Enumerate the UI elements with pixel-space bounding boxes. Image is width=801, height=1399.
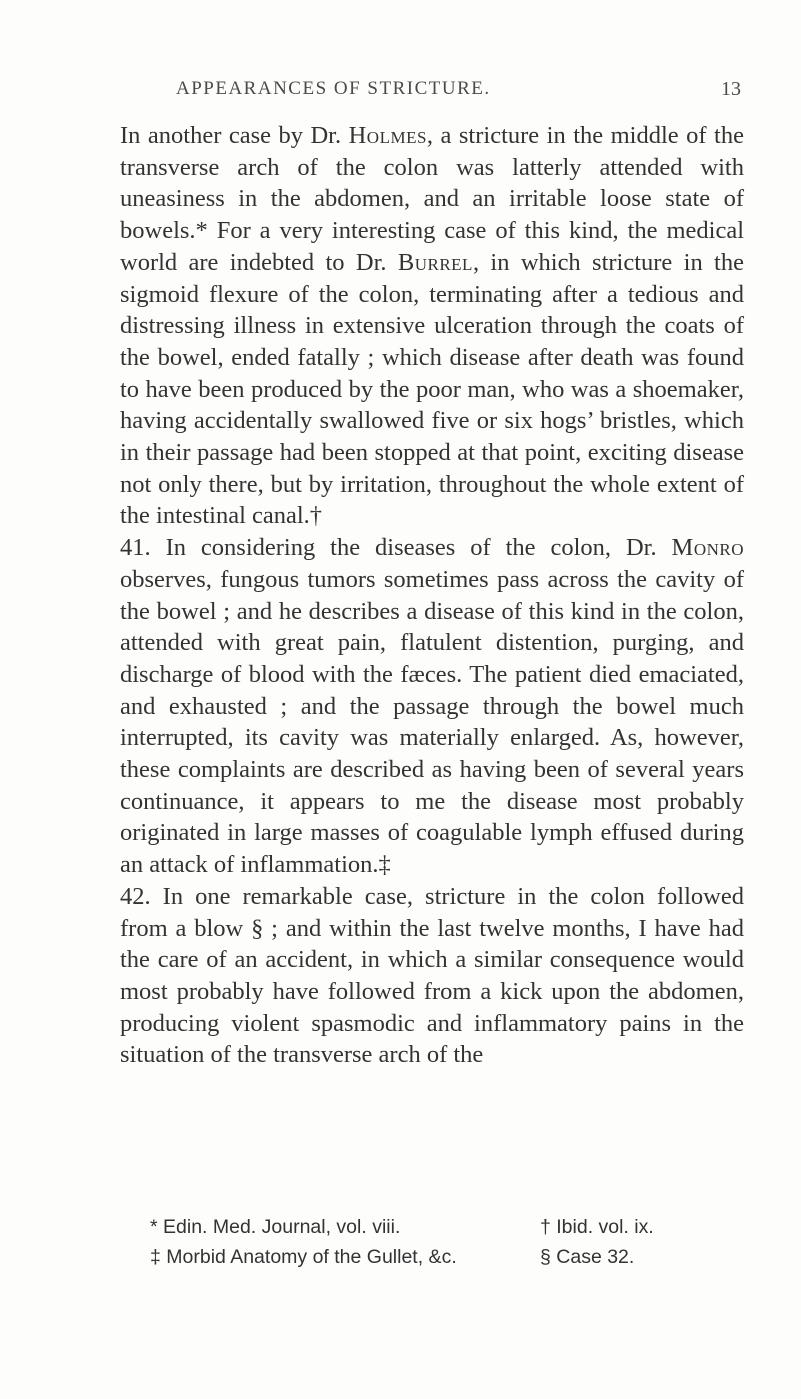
- paragraph-1-part-a: In another case by Dr.: [120, 122, 349, 149]
- page-number: 13: [721, 78, 741, 100]
- footnote-dagger: † Ibid. vol. ix.: [540, 1216, 654, 1238]
- paragraph-41: [120, 532, 744, 881]
- paragraph-1: [120, 120, 744, 532]
- footnotes: [150, 1212, 750, 1272]
- author-name-holmes: Holmes: [348, 122, 427, 149]
- paragraph-1-part-c: , in which stricture in the sigmoid flexure of the colon, terminating after a tedious and distressing illness in extensive ulceration through the coats of the bowel, ended fatally ; which disease after death was found to have been produced by the poor man, who was a shoemaker, having accidentally swallowed five or six hogs’ bristles, which in their passage had been stopped at that point, exciting disease not only there, but by irritation, throughout the whole extent of the intestinal canal.†: [120, 248, 744, 530]
- footnote-row-2: [150, 1242, 750, 1272]
- paragraph-41-part-b: observes, fungous tumors sometimes pass across the cavity of the bowel ; and he describes a disease of this kind in the colon, attended with great pain, flatulent distention, purging, and discharge of blood with the fæces. The patient died emaciated, and exhausted ; and the passage through the bowel much interrupted, its cavity was materially enlarged. As, however, these complaints are described as having been of several years continuance, it appears to me the disease most probably originated in large masses of coagulable lymph effused during an attack of inflammation.‡: [120, 565, 744, 879]
- footnote-section: § Case 32.: [540, 1246, 635, 1268]
- footnote-star: * Edin. Med. Journal, vol. viii.: [150, 1216, 401, 1238]
- running-title: APPEARANCES OF STRICTURE.: [176, 78, 491, 99]
- paragraph-42: [120, 881, 744, 1071]
- paragraph-42-text: 42. In one remarkable case, stricture in the colon followed from a blow § ; and within the last twelve months, I have had the care of an accident, in which a similar consequence would most probably have followed from a kick upon the abdomen, producing violent spasmodic and inflammatory pains in the situation of the transverse arch of the: [120, 882, 744, 1069]
- body-text: [120, 120, 744, 1071]
- author-name-monro: Monro: [671, 534, 744, 562]
- footnote-row-1: [150, 1212, 750, 1242]
- paragraph-1-part-b: , a stricture in the middle of the transverse arch of the colon was latterly attended with uneasiness in the abdomen, and an irritable loose state of bowels.* For a very interesting case of this kind, the medical world are indebted to Dr.: [120, 122, 744, 276]
- author-name-burrel: Burrel: [397, 248, 473, 276]
- footnote-double-dagger: ‡ Morbid Anatomy of the Gullet, &c.: [150, 1246, 457, 1268]
- paragraph-41-part-a: 41. In considering the diseases of the colon, Dr.: [120, 534, 672, 562]
- running-head: [176, 78, 741, 108]
